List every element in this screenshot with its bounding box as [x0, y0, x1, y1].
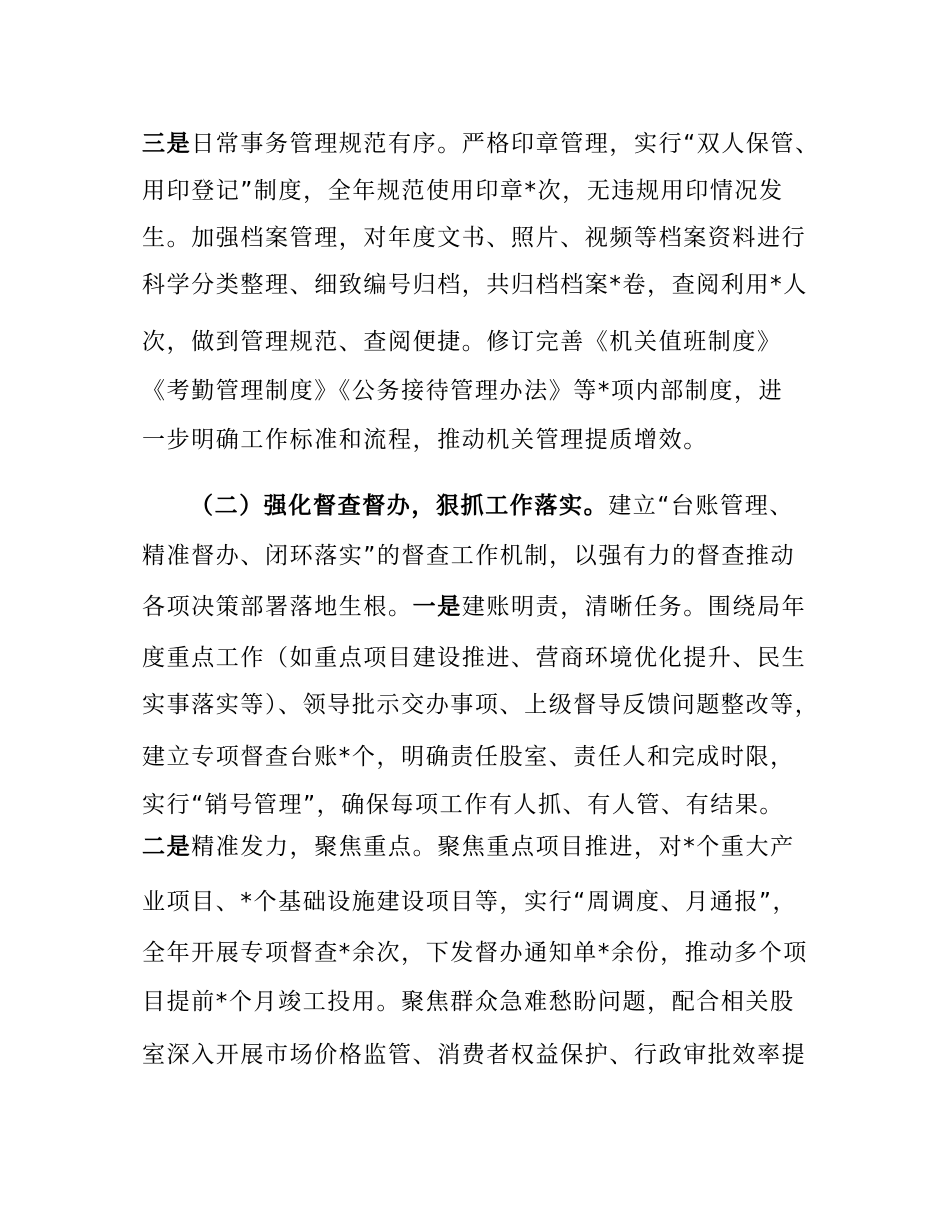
line-text: 次，做到管理规范、查阅便捷。修订完善《机关值班制度》 — [142, 329, 782, 355]
paragraph-line — [142, 832, 795, 862]
paragraph-line — [142, 376, 783, 406]
paragraph-line — [142, 129, 820, 159]
paragraph-line — [142, 1040, 806, 1070]
line-text: 业项目、*个基础设施建设项目等，实行“周调度、月通报”， — [142, 889, 798, 915]
line-text: 科学分类整理、细致编号归档，共归档档案*卷，查阅利用*人 — [142, 272, 808, 298]
line-text: 各项决策部署落地生根。 — [142, 594, 413, 620]
paragraph-line — [142, 790, 784, 820]
paragraph-line — [142, 643, 806, 673]
paragraph-line — [142, 425, 708, 455]
bold-lead: 三是 — [142, 131, 192, 157]
paragraph-line — [142, 742, 795, 772]
line-text: 日常事务管理规范有序。严格印章管理，实行“双人保管、 — [191, 131, 820, 157]
paragraph-line — [142, 541, 795, 571]
paragraph-line — [142, 938, 808, 968]
line-text: 一步明确工作标准和流程，推动机关管理提质增效。 — [142, 427, 708, 453]
paragraph-line — [142, 270, 808, 300]
paragraph-line — [142, 176, 784, 206]
line-text: 用印登记”制度，全年规范使用印章*次，无违规用印情况发 — [142, 178, 784, 204]
line-text: 建立“台账管理、 — [608, 493, 794, 519]
line-text: 室深入开展市场价格监管、消费者权益保护、行政审批效率提 — [142, 1042, 807, 1068]
section-heading-line — [190, 491, 794, 521]
line-text: 建账明责，清晰任务。围绕局年 — [461, 594, 807, 620]
line-text: 度重点工作（如重点项目建设推进、营商环境优化提升、民生 — [142, 645, 807, 671]
paragraph-line — [142, 987, 795, 1017]
line-text: 建立专项督查台账*个，明确责任股室、责任人和完成时限， — [142, 744, 795, 770]
section-heading: （二）强化督查督办，狠抓工作落实。 — [190, 493, 609, 519]
line-text: 精准发力，聚焦重点。聚焦重点项目推进，对*个重大产 — [191, 834, 795, 860]
paragraph-line — [142, 690, 819, 720]
paragraph-line — [142, 223, 806, 253]
line-text: 全年开展专项督查*余次，下发督办通知单*余份，推动多个项 — [142, 940, 808, 966]
line-text: 目提前*个月竣工投用。聚焦群众急难愁盼问题，配合相关股 — [142, 989, 795, 1015]
line-text: 实行“销号管理”，确保每项工作有人抓、有人管、有结果。 — [142, 792, 785, 818]
line-text: 实事落实等）、领导批示交办事项、上级督导反馈问题整改等， — [142, 692, 820, 718]
bold-lead: 一是 — [412, 594, 462, 620]
line-text: 精准督办、闭环落实”的督查工作机制，以强有力的督查推动 — [142, 543, 796, 569]
bold-lead: 二是 — [142, 834, 192, 860]
paragraph-line — [142, 592, 806, 622]
line-text: 生。加强档案管理，对年度文书、照片、视频等档案资料进行 — [142, 225, 807, 251]
paragraph-line — [142, 327, 782, 357]
line-text: 《考勤管理制度》《公务接待管理办法》等*项内部制度，进 — [142, 378, 784, 404]
paragraph-line — [142, 887, 797, 917]
